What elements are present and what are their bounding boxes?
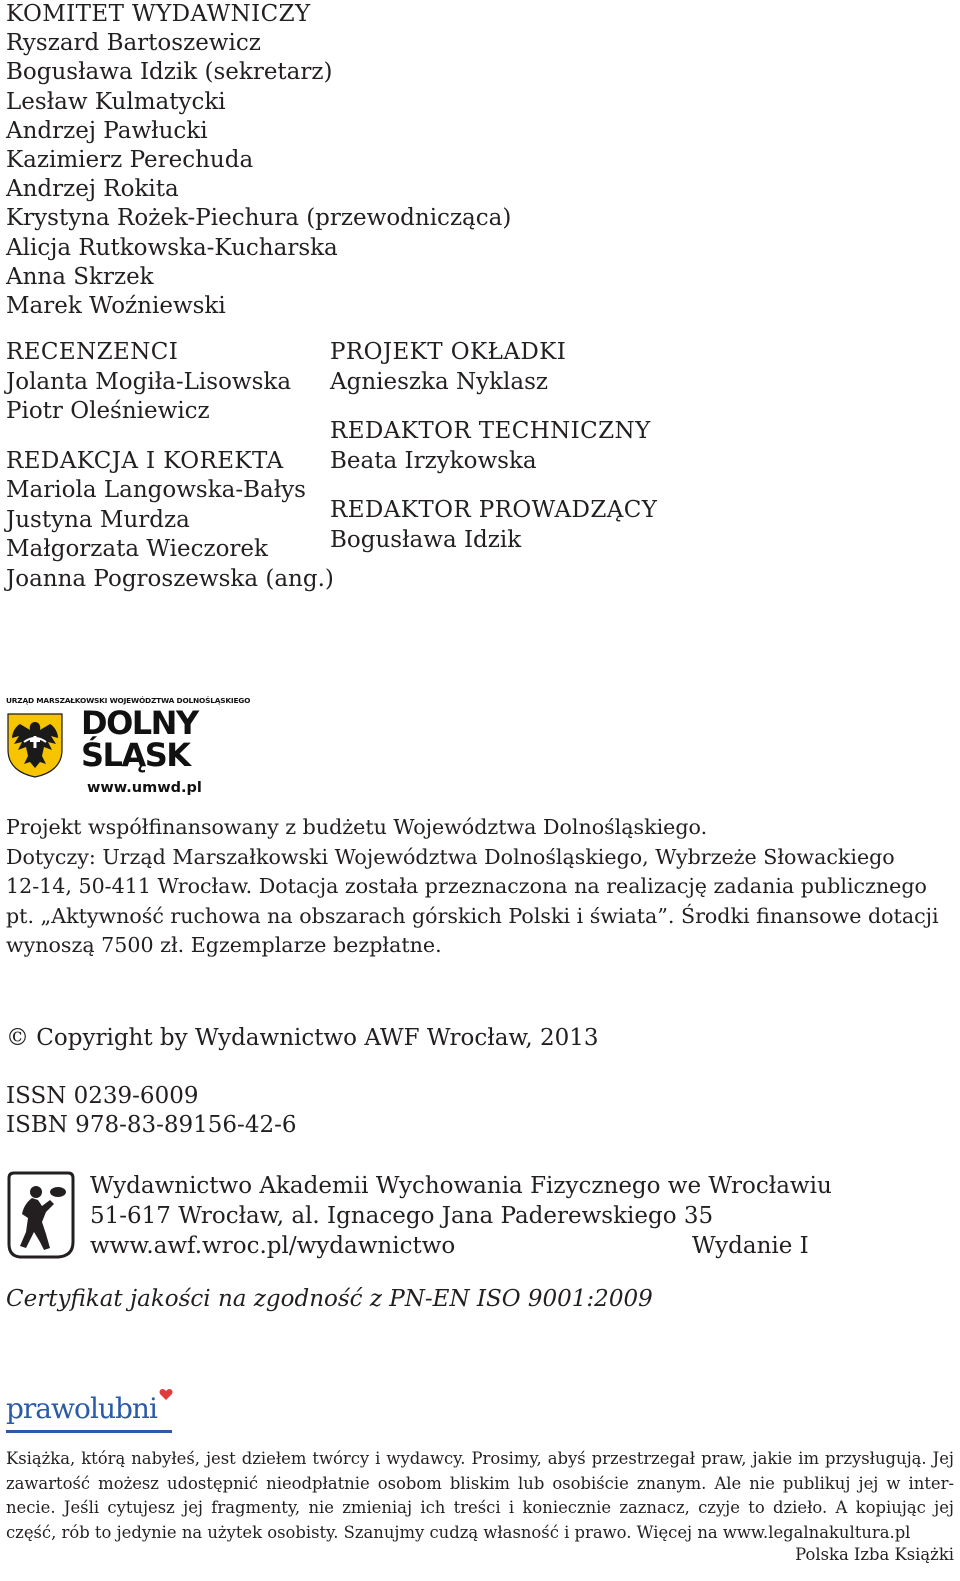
logo-url: www.umwd.pl — [87, 780, 202, 796]
prawolubni-logo — [6, 1386, 176, 1434]
funding-line: pt. „Aktywność ruchowa na obszarach górskich Polski i świata”. Środki finansowe dotacji — [6, 903, 939, 928]
committee-member: Alicja Rutkowska-Kucharska — [6, 234, 338, 261]
funding-line: wynoszą 7500 zł. Egzemplarze bezpłatne. — [6, 933, 442, 958]
editorial-committee — [6, 0, 511, 321]
discobolus-logo-icon — [6, 1170, 76, 1260]
legal-notice-line: Książka, którą nabyłeś, jest dziełem twórcy i wydawcy. Prosimy, abyś przestrzegał praw, jakie im przysługują. Jej — [6, 1449, 954, 1468]
reviewers-heading: RECENZENCI — [6, 339, 179, 365]
editor-name: Małgorzata Wieczorek — [6, 536, 268, 562]
committee-member: Marek Woźniewski — [6, 293, 226, 320]
tech-editor-name: Beata Irzykowska — [330, 447, 537, 474]
prawolubni-part-lubni: lubni — [90, 1392, 157, 1425]
funding-paragraph — [6, 813, 956, 961]
polska-izba-ksiazki: Polska Izba Książki — [795, 1545, 954, 1564]
funding-line: Projekt współfinansowany z budżetu Województwa Dolnośląskiego. — [6, 815, 708, 839]
lead-editor-name: Bogusława Idzik — [330, 526, 522, 553]
committee-heading: KOMITET WYDAWNICZY — [6, 1, 311, 27]
prawolubni-underline — [6, 1430, 172, 1433]
committee-member: Anna Skrzek — [6, 263, 154, 290]
issn: ISSN 0239-6009 — [6, 1083, 199, 1109]
reviewer-name: Jolanta Mogiła-Lisowska — [6, 368, 292, 395]
tech-editor-heading: REDAKTOR TECHNICZNY — [330, 418, 651, 444]
committee-member: Kazimierz Perechuda — [6, 147, 254, 174]
edition: Wydanie I — [692, 1233, 809, 1259]
lead-editor-heading: REDAKTOR PROWADZĄCY — [330, 497, 658, 523]
committee-member: Andrzej Pawłucki — [6, 117, 208, 144]
copyright: © Copyright by Wydawnictwo AWF Wrocław, 2013 — [6, 1025, 599, 1051]
publisher-website: www.awf.wroc.pl/wydawnictwo — [90, 1233, 456, 1259]
publisher-address: 51-617 Wrocław, al. Ignacego Jana Paderewskiego 35 — [90, 1203, 714, 1229]
left-credits — [6, 338, 334, 594]
editor-name: Justyna Murdza — [6, 506, 190, 533]
legal-notice-line: zawartość możesz udostępnić nieodpłatnie osobom bliskim lub osobiście znanym. Ale nie publikuj jej w inter- — [6, 1473, 954, 1493]
committee-member: Ryszard Bartoszewicz — [6, 30, 261, 57]
editor-name: Mariola Langowska-Bałys — [6, 477, 306, 503]
logo-top-text: URZĄD MARSZAŁKOWSKI WOJEWÓDZTWA DOLNOŚLĄSKIEGO — [6, 696, 251, 705]
isbn: ISBN 978-83-89156-42-6 — [6, 1112, 297, 1138]
committee-member: Andrzej Rokita — [6, 176, 179, 203]
reviewer-name: Piotr Oleśniewicz — [6, 398, 210, 424]
heart-icon — [159, 1388, 173, 1401]
quality-certificate: Certyfikat jakości na zgodność z PN-EN ISO 9001:2009 — [6, 1286, 653, 1312]
eagle-crest-icon — [6, 712, 64, 778]
logo-dolny: DOLNY — [81, 704, 198, 742]
prawolubni-part-prawo: prawo — [6, 1392, 90, 1425]
funding-line: Dotyczy: Urząd Marszałkowski Województwa Dolnośląskiego, Wybrzeże Słowackiego — [6, 844, 895, 869]
committee-member: Bogusława Idzik (sekretarz) — [6, 59, 333, 86]
legal-notice-line: część, rób to jedynie na użytek osobisty. Szanujmy cudzą własność i prawo. Więcej na www.legalnakultura.pl — [6, 1522, 911, 1542]
committee-member: Lesław Kulmatycki — [6, 88, 226, 115]
funding-line: 12-14, 50-411 Wrocław. Dotacja została przeznaczona na realizację zadania publicznego — [6, 874, 927, 899]
legal-notice-line: necie. Jeśli cytujesz jej fragmenty, nie zmieniaj ich treści i koniecznie zaznacz, czyje to dzieło. A kopiując jej — [6, 1498, 954, 1517]
publisher-name: Wydawnictwo Akademii Wychowania Fizycznego we Wrocławiu — [90, 1173, 832, 1199]
legal-notice — [6, 1447, 954, 1545]
cover-heading: PROJEKT OKŁADKI — [330, 339, 567, 365]
dolny-slask-logo — [6, 696, 251, 806]
logo-slask: ŚLĄSK — [81, 736, 190, 774]
right-credits — [330, 338, 657, 555]
cover-designer: Agnieszka Nyklasz — [330, 368, 549, 395]
editing-heading: REDAKCJA I KOREKTA — [6, 447, 284, 474]
committee-member: Krystyna Rożek-Piechura (przewodnicząca) — [6, 205, 512, 232]
editor-name: Joanna Pogroszewska (ang.) — [6, 565, 334, 592]
